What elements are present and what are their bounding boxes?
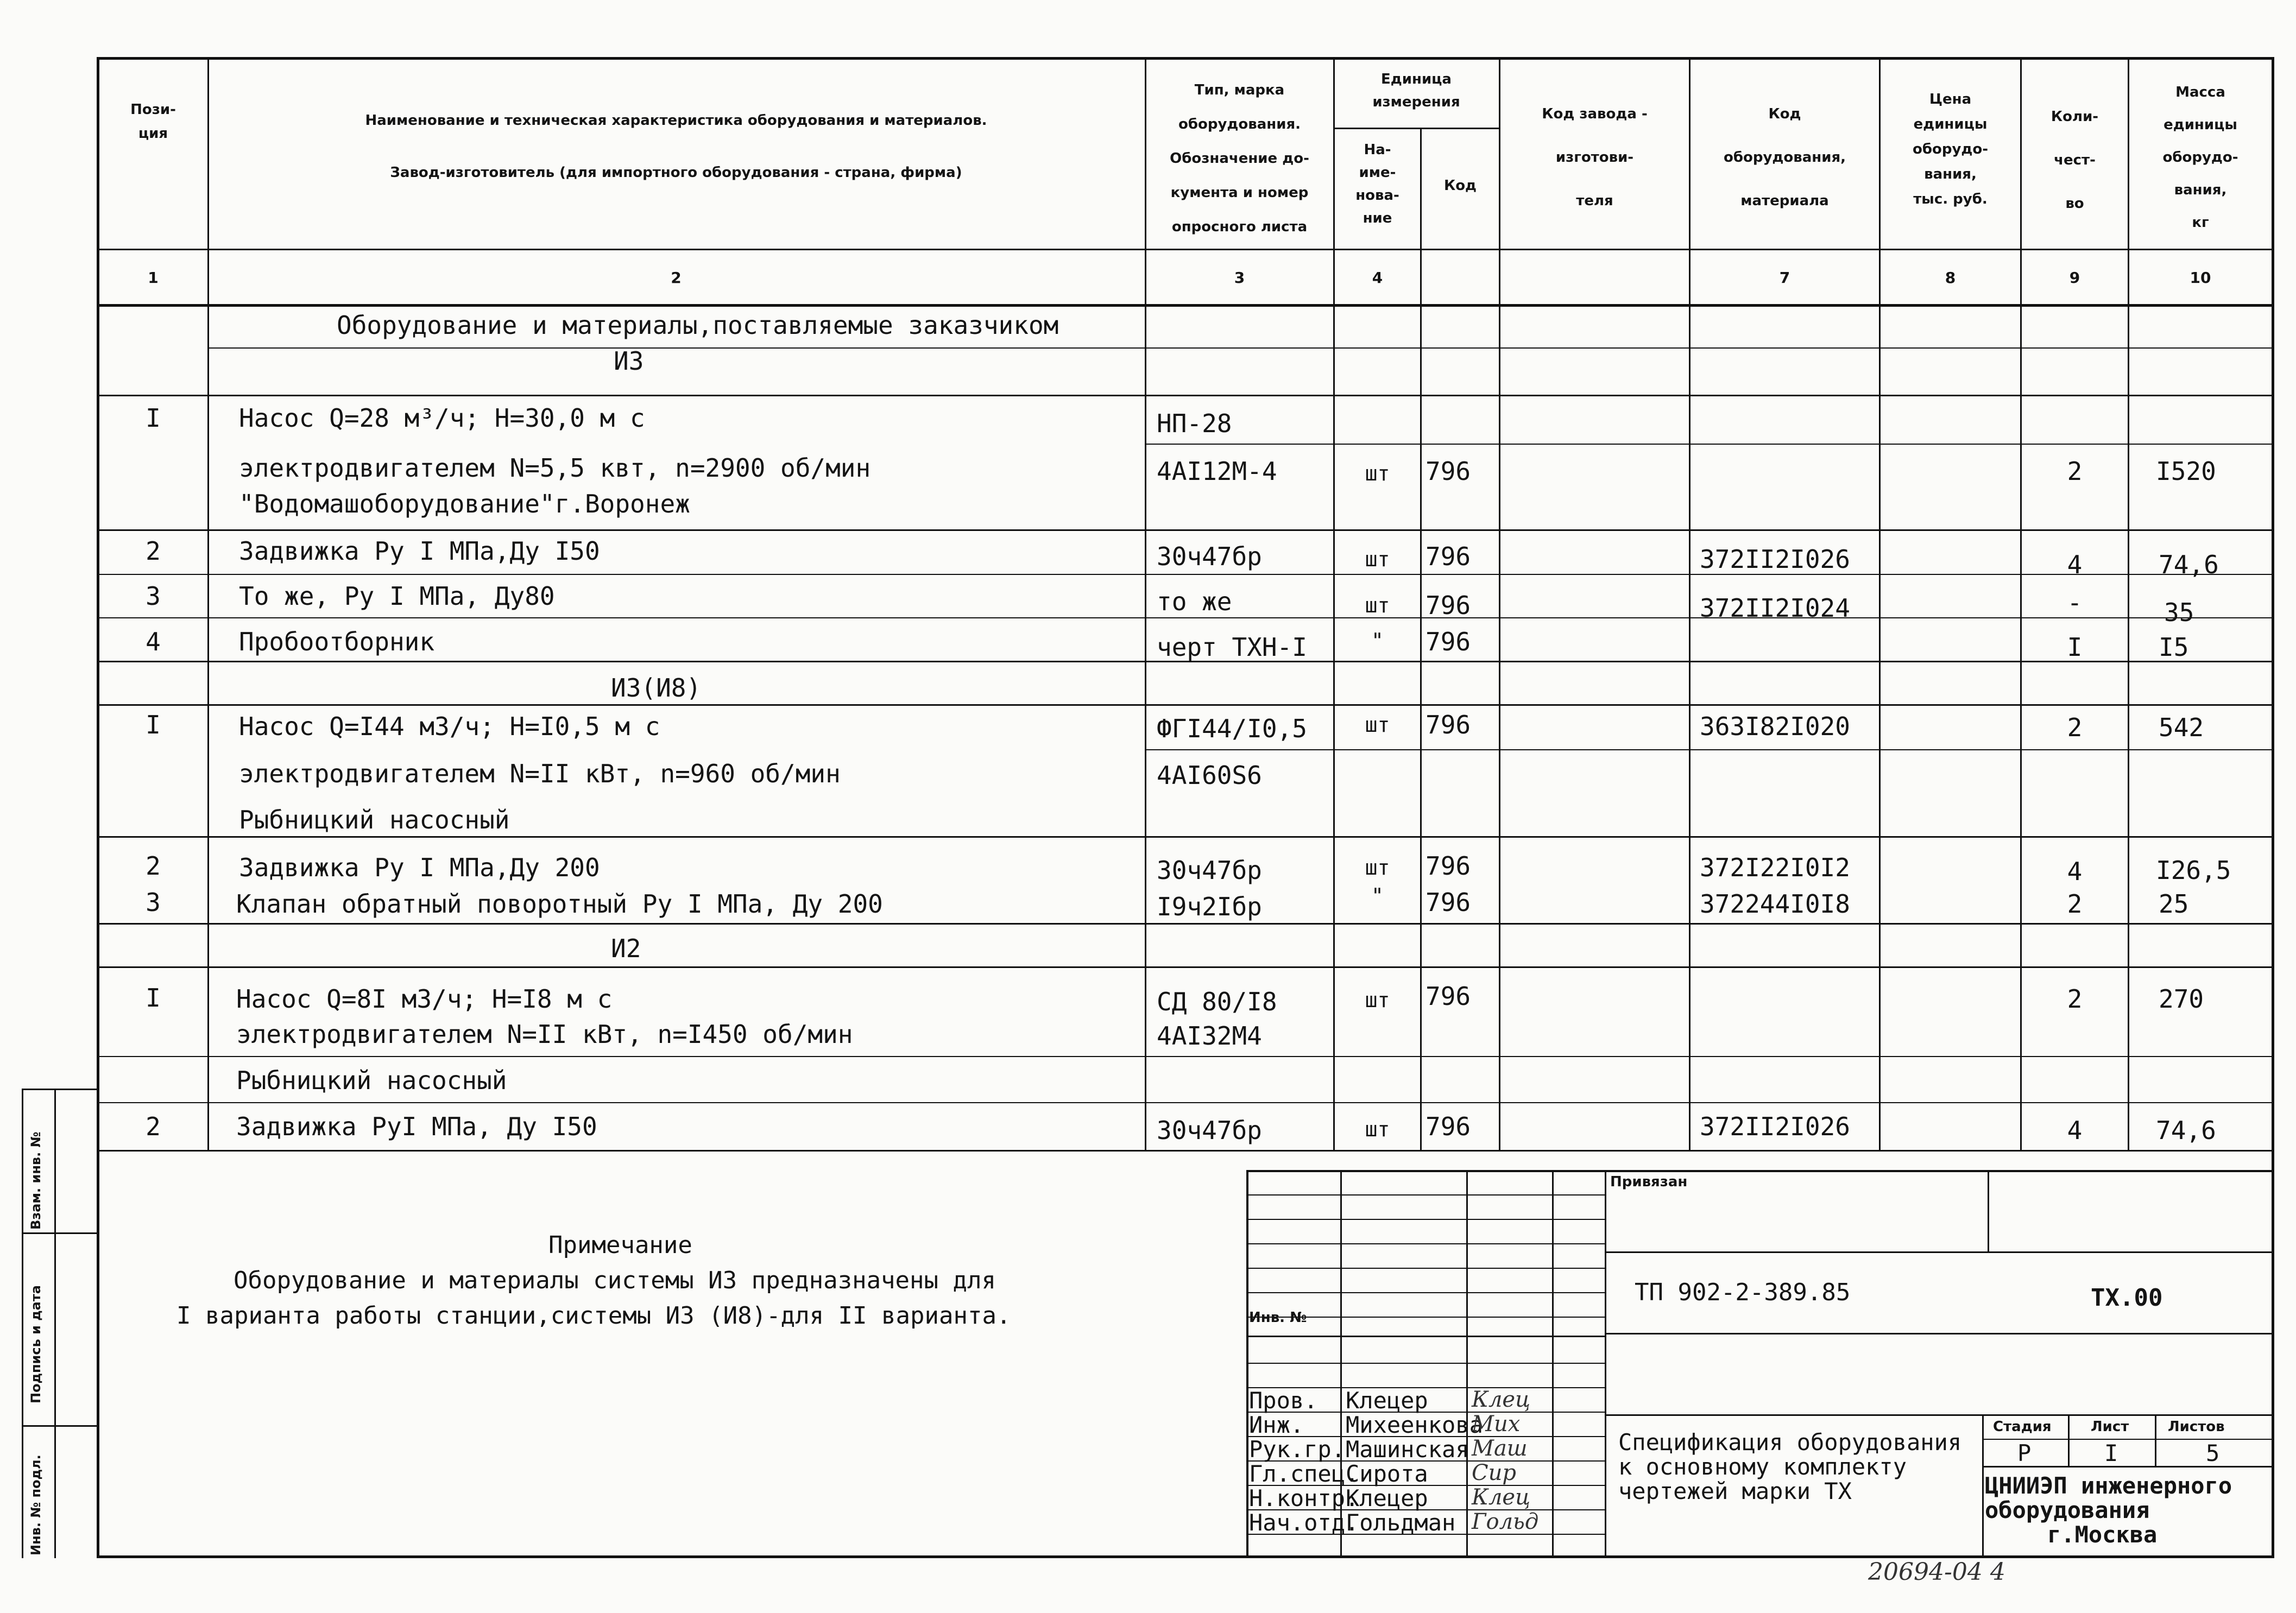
stamp-title-line-2: к основному комплекту bbox=[1618, 1453, 1907, 1480]
row-unit: шт bbox=[1365, 856, 1390, 880]
row-qty: - bbox=[2067, 588, 2083, 617]
stamp-org-line-2: оборудования bbox=[1985, 1497, 2150, 1523]
stamp-line bbox=[1605, 1170, 1606, 1558]
row-equip: 372II2I024 bbox=[1700, 593, 1850, 623]
stamp-bound-label: Привязан bbox=[1610, 1174, 1688, 1190]
row-mass: I520 bbox=[2156, 457, 2216, 486]
colnum-10: 10 bbox=[2190, 269, 2211, 287]
row-unit: шт bbox=[1365, 461, 1390, 485]
stamp-title-line-3: чертежей марки ТХ bbox=[1618, 1478, 1852, 1504]
header-position: Пози- ция bbox=[130, 102, 176, 142]
stamp-role: Пров. bbox=[1249, 1387, 1318, 1414]
row-pos: 3 bbox=[146, 888, 161, 917]
row-qty: 2 bbox=[2067, 889, 2083, 919]
stamp-signature: Сир bbox=[1472, 1460, 1516, 1485]
row-qty: 4 bbox=[2067, 550, 2083, 579]
stamp-org-line-3: г.Москва bbox=[2047, 1521, 2158, 1548]
row-pos: I bbox=[146, 403, 161, 433]
stamp-line bbox=[1246, 1243, 1605, 1244]
row-unit: шт bbox=[1365, 593, 1390, 617]
row-qty: 4 bbox=[2067, 1116, 2083, 1145]
colnum-bottom-line bbox=[97, 304, 2274, 307]
row-sep bbox=[1145, 749, 2274, 750]
col-line-7 bbox=[1879, 57, 1881, 1151]
stamp-line bbox=[1246, 1219, 1605, 1220]
stamp-line bbox=[1988, 1170, 1989, 1251]
stamp-signature: Мих bbox=[1472, 1412, 1521, 1437]
stamp-role: Нач.отд. bbox=[1249, 1509, 1359, 1536]
row-qty: 2 bbox=[2067, 457, 2083, 486]
stamp-role: Инж. bbox=[1249, 1412, 1304, 1438]
stamp-sheets-label: Листов bbox=[2168, 1419, 2225, 1435]
stamp-role: Н.контр. bbox=[1249, 1485, 1359, 1511]
side-label-inv: Взам. инв. № bbox=[28, 1131, 43, 1230]
row-equip: 372II2I026 bbox=[1700, 1112, 1850, 1141]
row-sep bbox=[207, 347, 2274, 349]
row-sep bbox=[97, 836, 2274, 838]
colnum-9: 9 bbox=[2069, 269, 2080, 287]
stamp-title-line-1: Спецификация оборудования bbox=[1618, 1429, 1962, 1456]
row-sep bbox=[97, 395, 2274, 396]
row-unit: " bbox=[1371, 629, 1384, 653]
row-mark: НП-28 bbox=[1157, 409, 1232, 438]
stamp-inv-label: Инв. № bbox=[1249, 1310, 1307, 1326]
row-unit: " bbox=[1371, 884, 1384, 908]
row-name: Задвижка Ру I МПа,Ду I50 bbox=[239, 536, 600, 566]
header-qty: Коли- чест- во bbox=[2051, 109, 2099, 212]
row-name: "Водомашоборудование"г.Воронеж bbox=[239, 489, 690, 518]
stamp-line bbox=[1552, 1170, 1554, 1558]
row-code: 796 bbox=[1425, 888, 1471, 917]
stamp-sheet: I bbox=[2104, 1440, 2118, 1466]
row-pos: 2 bbox=[146, 536, 161, 566]
row-code: 796 bbox=[1425, 457, 1471, 486]
colnum-8: 8 bbox=[1945, 269, 1956, 287]
colnum-2: 2 bbox=[671, 269, 682, 287]
row-equip: 372I22I0I2 bbox=[1700, 853, 1850, 882]
stamp-signature: Гольд bbox=[1472, 1509, 1539, 1534]
section-title-i2: И2 bbox=[611, 934, 641, 963]
stamp-stage-label: Стадия bbox=[1993, 1419, 2052, 1435]
row-mark: 4АI60S6 bbox=[1157, 761, 1262, 790]
header-type: Тип, марка оборудования. Обозначение до- кумента и номер опросного листа bbox=[1170, 82, 1309, 235]
row-name: Задвижка Ру I МПа,Ду 200 bbox=[239, 853, 600, 882]
stamp-person: Машинская bbox=[1346, 1436, 1469, 1463]
header-name: Наименование и техническая характеристика оборудования и материалов. bbox=[365, 112, 987, 129]
row-mass: I26,5 bbox=[2156, 856, 2231, 885]
row-qty: 4 bbox=[2067, 857, 2083, 886]
row-unit: шт bbox=[1365, 713, 1390, 737]
row-pos: I bbox=[146, 710, 161, 739]
stamp-person: Клецер bbox=[1346, 1485, 1428, 1511]
stamp-line bbox=[1605, 1414, 2274, 1416]
row-code: 796 bbox=[1425, 627, 1471, 656]
note-line-2: I варианта работы станции,системы ИЗ (И8)-для II варианта. bbox=[176, 1302, 1011, 1330]
stamp-line bbox=[1982, 1414, 1984, 1558]
row-sep bbox=[97, 966, 2274, 968]
side-label-orig: Инв. № подл. bbox=[28, 1454, 43, 1555]
row-mass: 542 bbox=[2159, 713, 2204, 742]
stamp-line bbox=[1246, 1268, 1605, 1269]
header-unit-code: Код bbox=[1443, 178, 1477, 194]
row-name: Пробоотборник bbox=[239, 627, 435, 656]
row-mark: 4АI32М4 bbox=[1157, 1021, 1262, 1051]
row-pos: 2 bbox=[146, 1112, 161, 1141]
row-sep bbox=[97, 529, 2274, 531]
table-bottom-line bbox=[97, 1150, 2274, 1152]
row-name: Насос Q=28 м³/ч; Н=30,0 м с bbox=[239, 403, 645, 433]
stamp-person: Михеенкова bbox=[1346, 1412, 1483, 1438]
section-title-iz-i8: ИЗ(И8) bbox=[611, 673, 702, 703]
stamp-stage: Р bbox=[2017, 1440, 2032, 1466]
colnum-1: 1 bbox=[148, 269, 159, 287]
stamp-signature: Маш bbox=[1472, 1436, 1528, 1461]
row-name: Рыбницкий насосный bbox=[239, 805, 510, 834]
row-mark: 30ч47бр bbox=[1157, 1116, 1262, 1145]
stamp-role: Гл.спец. bbox=[1249, 1460, 1359, 1487]
stamp-person: Сирота bbox=[1346, 1460, 1428, 1487]
archive-number: 20694-04 4 bbox=[1868, 1558, 2005, 1586]
header-price: Цена единицы оборудо- вания, тыс. руб. bbox=[1912, 91, 1989, 207]
header-equip-code: Код оборудования, материала bbox=[1723, 106, 1846, 209]
stamp-person: Гольдман bbox=[1346, 1509, 1456, 1536]
header-unit: Единица измерения bbox=[1372, 71, 1460, 110]
row-sep bbox=[97, 923, 2274, 925]
row-mark: 30ч47бр bbox=[1157, 856, 1262, 885]
stamp-role: Рук.гр. bbox=[1249, 1436, 1346, 1463]
colnum-4: 4 bbox=[1372, 269, 1383, 287]
colnum-7: 7 bbox=[1779, 269, 1790, 287]
row-sep bbox=[97, 1102, 2274, 1103]
side-strip-line bbox=[22, 1425, 97, 1427]
stamp-signature: Клец bbox=[1472, 1387, 1531, 1412]
row-pos: 4 bbox=[146, 627, 161, 656]
row-sep bbox=[1145, 444, 2274, 445]
row-pos: 3 bbox=[146, 581, 161, 611]
header-maker-code: Код завода - изготови- теля bbox=[1542, 106, 1648, 209]
row-sep bbox=[97, 704, 2274, 706]
row-mark: 4АI12М-4 bbox=[1157, 457, 1277, 486]
stamp-line bbox=[1605, 1333, 2274, 1334]
row-code: 796 bbox=[1425, 591, 1471, 620]
row-name: То же, Ру I МПа, Ду80 bbox=[239, 581, 555, 611]
row-mass: 25 bbox=[2159, 889, 2189, 919]
row-code: 796 bbox=[1425, 982, 1471, 1011]
row-code: 796 bbox=[1425, 851, 1471, 881]
row-code: 796 bbox=[1425, 1112, 1471, 1141]
stamp-line bbox=[1246, 1194, 1605, 1195]
stamp-doc-code: ТП 902-2-389.85 bbox=[1635, 1279, 1851, 1306]
row-mass: 74,6 bbox=[2156, 1116, 2216, 1145]
row-equip: 363I82I020 bbox=[1700, 712, 1850, 741]
header-mass: Масса единицы оборудо- вания, кг bbox=[2162, 84, 2238, 231]
stamp-org-line-1: ЦНИИЭП инженерного bbox=[1985, 1472, 2232, 1499]
row-unit: шт bbox=[1365, 988, 1390, 1012]
row-mark: СД 80/I8 bbox=[1157, 987, 1277, 1016]
colnum-3: 3 bbox=[1234, 269, 1245, 287]
stamp-line bbox=[1246, 1292, 1605, 1293]
side-strip-line bbox=[54, 1089, 56, 1558]
note-title: Примечание bbox=[548, 1231, 692, 1259]
row-mass: 35 bbox=[2164, 598, 2194, 627]
row-qty: 2 bbox=[2067, 713, 2083, 742]
row-name: электродвигателем N=II кВт, n=I450 об/мин bbox=[236, 1020, 853, 1049]
row-mass: I5 bbox=[2159, 632, 2189, 662]
note-line-1: Оборудование и материалы системы ИЗ предназначены для bbox=[234, 1267, 996, 1294]
stamp-line bbox=[1246, 1336, 1605, 1337]
col-line-4 bbox=[1420, 128, 1422, 1151]
row-mark: 30ч47бр bbox=[1157, 542, 1262, 571]
header-name-sub: Завод-изготовитель (для импортного оборудования - страна, фирма) bbox=[390, 165, 962, 181]
header-bottom-line bbox=[97, 249, 2274, 250]
row-name: электродвигателем N=II кВт, n=960 об/мин bbox=[239, 759, 841, 788]
row-name: Насос Q=8I м3/ч; Н=I8 м с bbox=[236, 984, 613, 1014]
row-name: Задвижка РуI МПа, Ду I50 bbox=[236, 1112, 597, 1141]
stamp-line bbox=[2155, 1414, 2156, 1466]
stamp-line bbox=[1466, 1170, 1468, 1558]
row-mark: ФГI44/I0,5 bbox=[1157, 714, 1307, 743]
row-mark: черт ТХН-I bbox=[1157, 632, 1307, 662]
row-name: Рыбницкий насосный bbox=[236, 1066, 507, 1095]
row-sep bbox=[97, 1056, 2274, 1057]
row-mass: 74,6 bbox=[2159, 550, 2219, 579]
unit-split-line bbox=[1333, 128, 1499, 129]
stamp-signature: Клец bbox=[1472, 1485, 1531, 1510]
row-sep bbox=[97, 574, 2274, 575]
row-mark: то же bbox=[1157, 587, 1232, 616]
stamp-sheet-label: Лист bbox=[2091, 1419, 2129, 1435]
row-pos: 2 bbox=[146, 851, 161, 881]
stamp-line bbox=[1246, 1363, 1605, 1364]
section-title-supplied: Оборудование и материалы,поставляемые заказчиком bbox=[337, 311, 1059, 340]
header-unit-name: На- име- нова- ние bbox=[1355, 142, 1399, 226]
row-code: 796 bbox=[1425, 542, 1471, 571]
row-mark: I9ч2Iбр bbox=[1157, 892, 1262, 921]
side-label-sign: Подпись и дата bbox=[28, 1285, 43, 1403]
row-qty: I bbox=[2067, 632, 2083, 662]
row-equip: 372244I0I8 bbox=[1700, 889, 1850, 919]
stamp-line bbox=[1605, 1251, 2274, 1253]
row-equip: 372II2I026 bbox=[1700, 545, 1850, 574]
row-mass: 270 bbox=[2159, 984, 2204, 1014]
stamp-line bbox=[2068, 1414, 2070, 1466]
row-name: электродвигателем N=5,5 квт, n=2900 об/мин bbox=[239, 453, 871, 483]
row-code: 796 bbox=[1425, 710, 1471, 739]
row-name: Клапан обратный поворотный Ру I МПа, Ду 200 bbox=[236, 889, 883, 919]
section-title-iz: ИЗ bbox=[614, 346, 644, 376]
col-line-1 bbox=[207, 57, 209, 1151]
side-strip-line bbox=[22, 1232, 97, 1234]
row-pos: I bbox=[146, 983, 161, 1013]
row-unit: шт bbox=[1365, 547, 1390, 571]
stamp-person: Клецер bbox=[1346, 1387, 1428, 1414]
row-name: Насос Q=I44 м3/ч; Н=I0,5 м с bbox=[239, 712, 660, 741]
stamp-mark: ТХ.00 bbox=[2091, 1284, 2163, 1312]
row-qty: 2 bbox=[2067, 984, 2083, 1014]
stamp-sheets: 5 bbox=[2206, 1440, 2220, 1466]
row-unit: шт bbox=[1365, 1117, 1390, 1141]
